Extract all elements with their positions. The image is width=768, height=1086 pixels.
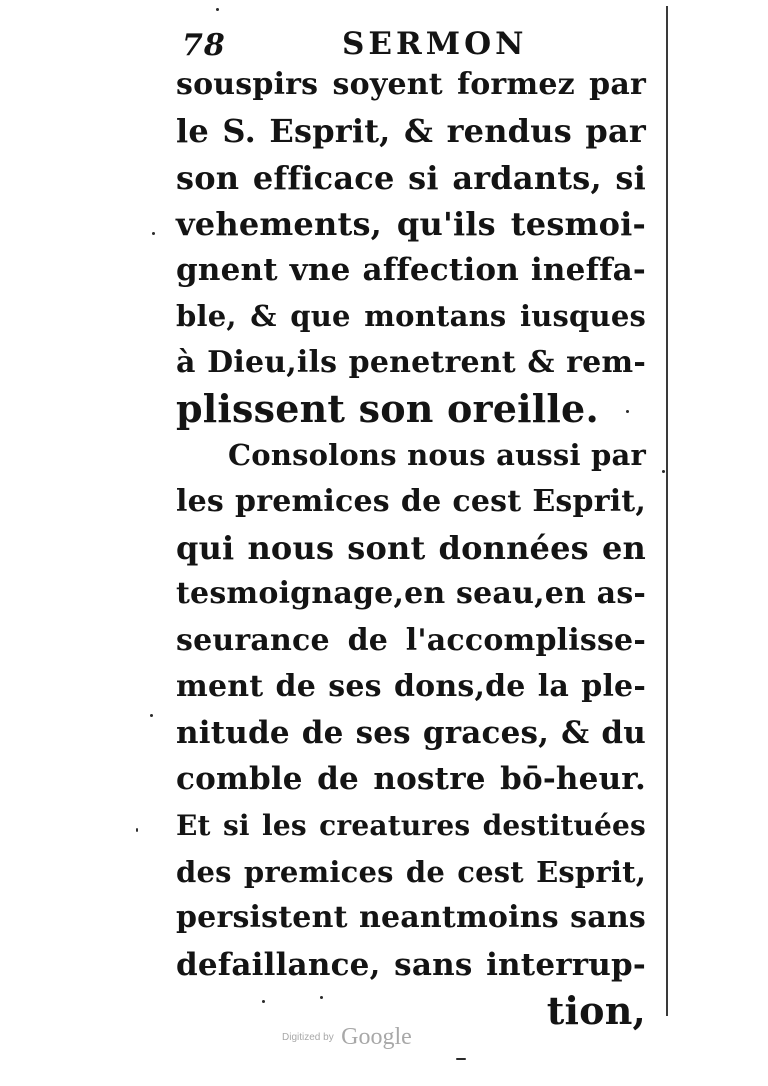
page-number: 78: [182, 28, 226, 63]
text-line: des premices de cest Esprit,: [176, 855, 646, 890]
text-line: vehements, qu'ils tesmoi-: [176, 204, 646, 243]
text-line: les premices de cest Esprit,: [176, 483, 646, 519]
text-line: à Dieu,ils penetrent & rem-: [176, 344, 646, 380]
text-line: ment de ses dons,de la ple-: [176, 668, 646, 704]
scan-speck: [150, 714, 153, 717]
scan-speck: [152, 232, 155, 235]
text-line: tesmoignage,en seau,en as-: [176, 576, 647, 612]
scan-speck: [626, 410, 629, 413]
text-line: nitude de ses graces, & du: [176, 715, 646, 752]
google-watermark: [282, 1024, 412, 1051]
page-edge-line: [666, 6, 668, 1016]
text-line: gnent vne affection ineffa-: [176, 252, 646, 289]
running-head: SERMON: [342, 26, 528, 62]
scan-speck: [216, 8, 219, 11]
text-line: persistent neantmoins sans: [176, 900, 646, 936]
scan-speck: [136, 828, 138, 832]
text-line: comble de nostre bō-heur.: [176, 761, 646, 798]
body-text: [176, 62, 646, 1034]
text-line: defaillance, sans interrup-: [176, 946, 646, 983]
text-line: ble, & que montans iusques: [176, 299, 646, 334]
text-line-paragraph-end: plissent son oreille.: [176, 386, 599, 432]
watermark-prefix: Digitized by: [282, 1032, 334, 1043]
text-line: qui nous sont données en: [176, 528, 646, 567]
catchword: tion,: [546, 987, 646, 1033]
text-line: le S. Esprit, & rendus par: [176, 112, 646, 151]
scan-speck: [262, 1000, 265, 1003]
text-line-paragraph-start: Consolons nous aussi par: [228, 438, 646, 473]
page-header: [178, 22, 648, 62]
watermark-brand: Google: [341, 1024, 412, 1050]
text-line: son efficace si ardants, si: [176, 158, 646, 197]
text-line: souspirs soyent formez par: [176, 67, 646, 102]
scan-speck: [320, 996, 323, 999]
text-line: seurance de l'accomplisse-: [176, 622, 646, 658]
text-line: Et si les creatures destituées: [176, 808, 646, 842]
scan-speck: [456, 1058, 466, 1060]
scan-speck: [662, 470, 665, 473]
